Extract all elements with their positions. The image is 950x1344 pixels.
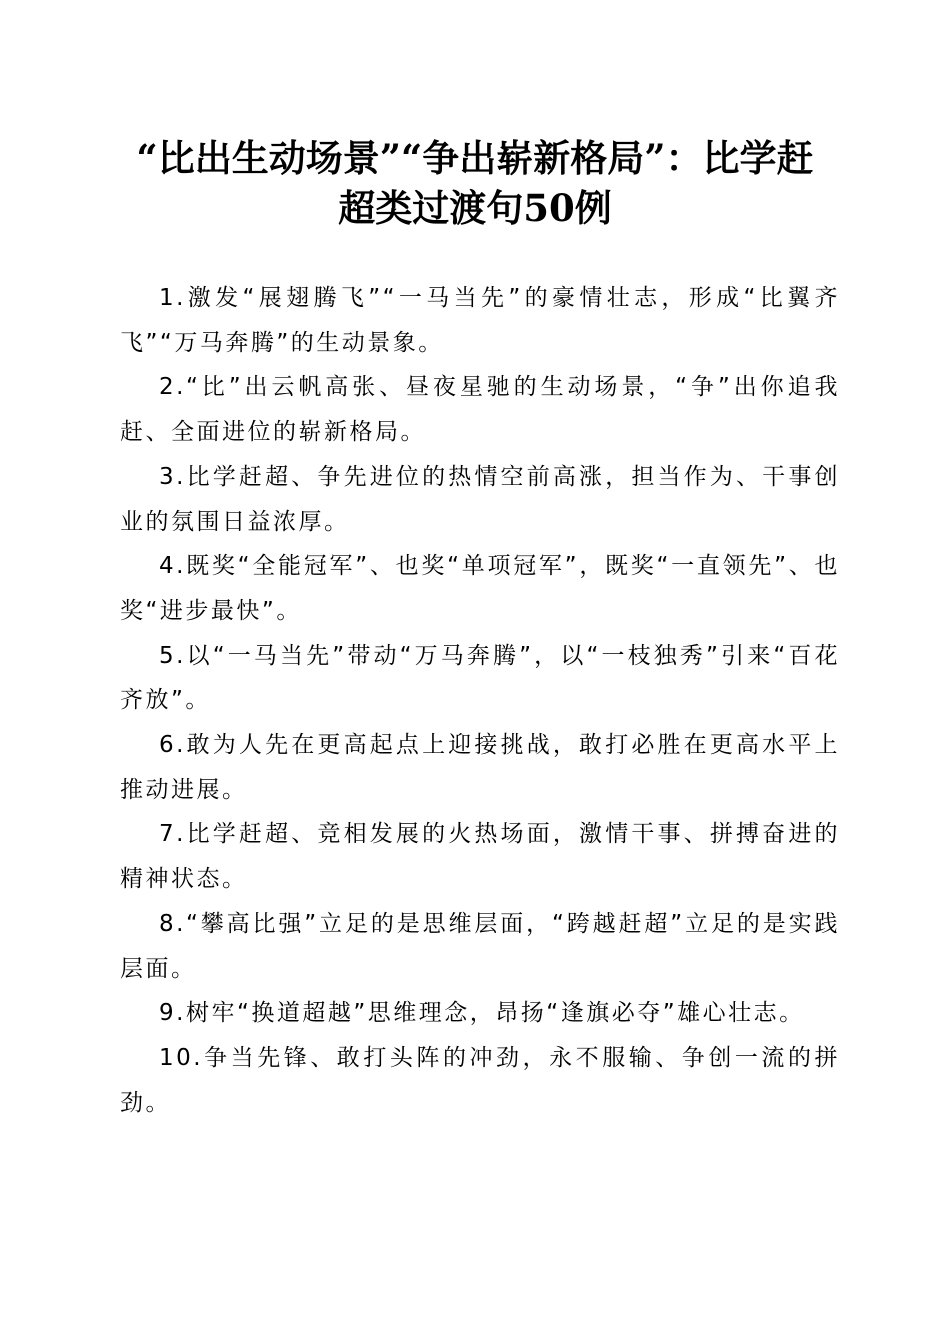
list-item: 7.比学赶超、竞相发展的火热场面，激情干事、拼搏奋进的精神状态。	[120, 821, 840, 893]
list-item: 6.敢为人先在更高起点上迎接挑战，敢打必胜在更高水平上推动进展。	[120, 732, 840, 803]
title-line-2: 超类过渡句50例	[338, 186, 612, 230]
list-item: 8.“攀高比强”立足的是思维层面，“跨越赶超”立足的是实践层面。	[120, 910, 840, 982]
document-title	[100, 133, 850, 233]
list-item: 3.比学赶超、争先进位的热情空前高涨，担当作为、干事创业的氛围日益浓厚。	[120, 463, 840, 535]
list-item: 1.激发“展翅腾飞”“一马当先”的豪情壮志，形成“比翼齐飞”“万马奔腾”的生动景象。	[120, 285, 840, 356]
document-body	[120, 276, 840, 1125]
list-item: 10.争当先锋、敢打头阵的冲劲，永不服输、争创一流的拼劲。	[120, 1044, 840, 1116]
list-item: 2.“比”出云帆高张、昼夜星驰的生动场景，“争”出你追我赶、全面进位的崭新格局。	[120, 374, 840, 446]
list-item: 5.以“一马当先”带动“万马奔腾”，以“一枝独秀”引来“百花齐放”。	[120, 642, 840, 714]
list-item: 9.树牢“换道超越”思维理念，昂扬“逢旗必夺”雄心壮志。	[159, 1000, 805, 1027]
title-line-1: “比出生动场景”“争出崭新格局”：比学赶	[136, 136, 814, 180]
list-item: 4.既奖“全能冠军”、也奖“单项冠军”，既奖“一直领先”、也奖“进步最快”。	[120, 553, 840, 624]
